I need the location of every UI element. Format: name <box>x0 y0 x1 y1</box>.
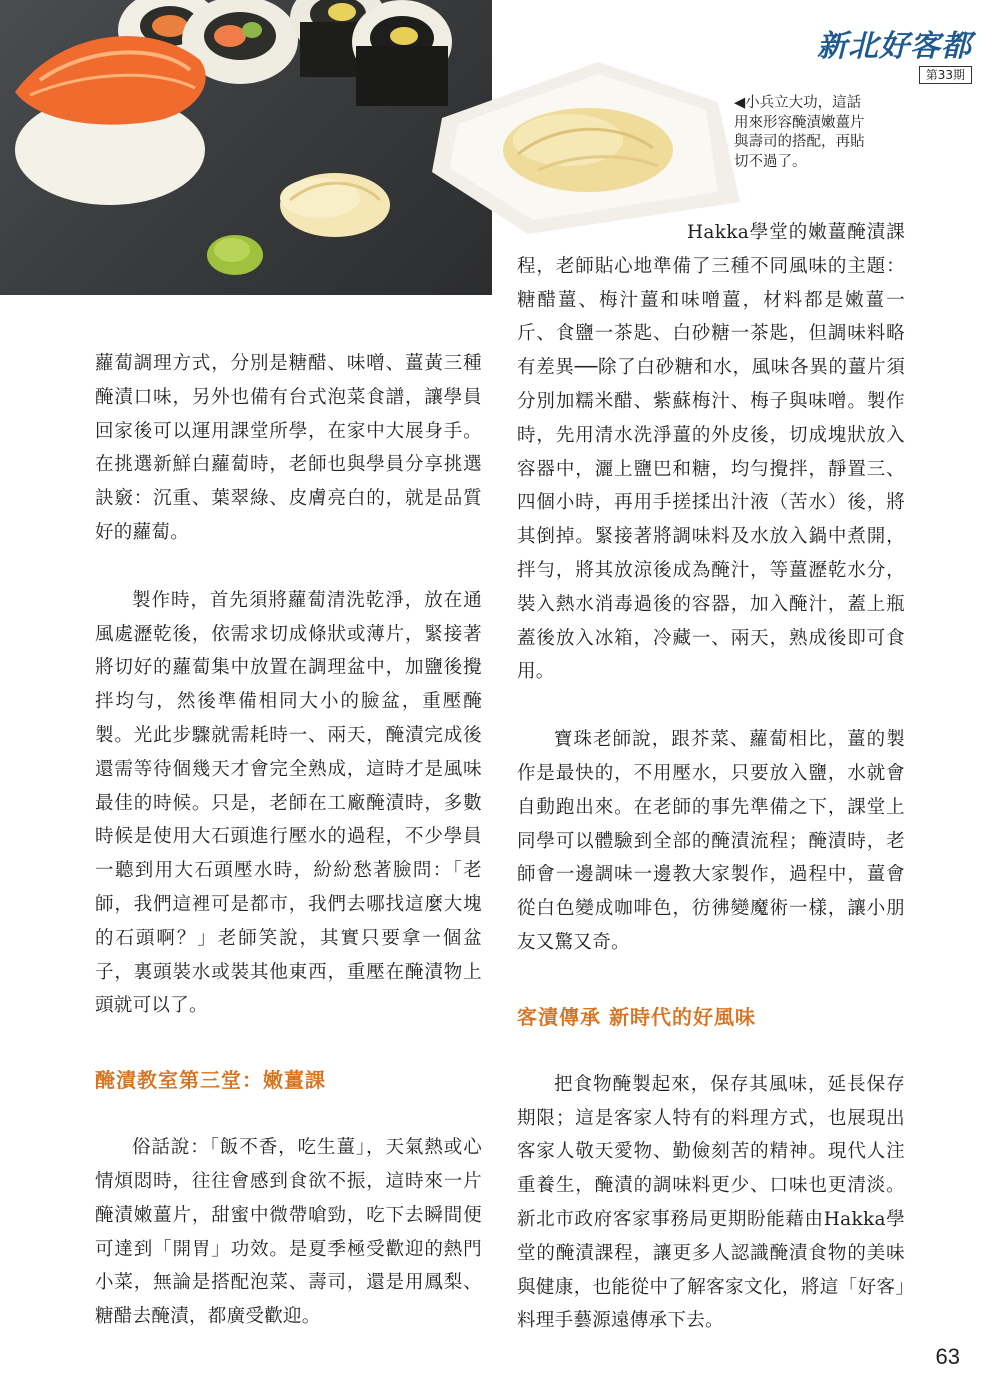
issue-number: 第33期 <box>919 66 972 84</box>
right-column <box>517 216 905 1338</box>
left-column <box>95 347 482 1334</box>
magazine-brand <box>817 30 972 84</box>
paragraph: Hakka學堂的嫩薑醃漬課程，老師貼心地準備了三種不同風味的主題：糖醋薑、梅汁薑和味噌薑，材料都是嫩薑一斤、食鹽一茶匙、白砂糖一茶匙，但調味料略有差異──除了白砂糖和水，風味各異的薑片須分別加糯米醋、紫蘇梅汁、梅子與味噌。製作時，先用清水洗淨薑的外皮後，切成塊狀放入容器中，灑上鹽巴和糖，均勻攪拌，靜置三、四個小時，再用手搓揉出汁液（苦水）後，將其倒掉。緊接著將調味料及水放入鍋中煮開，拌勻，將其放涼後成為醃汁，等薑瀝乾水分，裝入熱水消毒過後的容器，加入醃汁，蓋上瓶蓋後放入冰箱，冷藏一、兩天，熟成後即可食用。 <box>517 222 905 683</box>
brand-logo: 新北好客都 <box>817 29 972 64</box>
wasabi <box>207 235 263 275</box>
page-number: 63 <box>935 1344 960 1369</box>
salmon-nigiri <box>15 36 206 205</box>
section-heading: 醃漬教室第三堂：嫩薑課 <box>95 1068 326 1093</box>
photo-caption: ◀小兵立大功，這話用來形容醃漬嫩薑片與壽司的搭配，再貼切不過了。 <box>734 95 865 170</box>
paragraph: 俗話說：「飯不香，吃生薑」，天氣熱或心情煩悶時，往往會感到食欲不振，這時來一片醃漬嫩薑片，甜蜜中微帶嗆勁，吃下去瞬間便可達到「開胃」功效。是夏季極受歡迎的熱門小菜，無論是搭配泡菜、壽司，還是用鳳梨、糖醋去醃漬，都廣受歡迎。 <box>95 1137 482 1328</box>
paragraph: 把食物醃製起來，保存其風味，延長保存期限；這是客家人特有的料理方式，也展現出客家人敬天愛物、勤儉刻苦的精神。現代人注重養生，醃漬的調味料更少、口味也更清淡。新北市政府客家事務局更期盼能藉由Hakka學堂的醃漬課程，讓更多人認識醃漬食物的美味與健康，也能從中了解客家文化，將這「好客」料理手藝源遠傳承下去。 <box>517 1073 905 1332</box>
paragraph: 寶珠老師說，跟芥菜、蘿蔔相比，薑的製作是最快的，不用壓水，只要放入鹽，水就會自動跑出來。在老師的事先準備之下，課堂上同學可以體驗到全部的醃漬流程；醃漬時，老師會一邊調味一邊教大家製作，過程中，薑會從白色變成咖啡色，彷彿變魔術一樣，讓小朋友又驚又奇。 <box>517 729 905 953</box>
paragraph: 蘿蔔調理方式，分別是糖醋、味噌、薑黃三種醃漬口味，另外也備有台式泡菜食譜，讓學員回家後可以運用課堂所學，在家中大展身手。在挑選新鮮白蘿蔔時，老師也與學員分享挑選訣竅：沉重、葉翠綠、皮膚亮白的，就是品質好的蘿蔔。 <box>95 353 482 543</box>
section-heading: 客漬傳承 新時代的好風味 <box>517 1004 756 1029</box>
ginger-dish-photo <box>418 62 740 234</box>
ginger-slices <box>280 173 390 237</box>
paragraph: 製作時，首先須將蘿蔔清洗乾淨，放在通風處瀝乾後，依需求切成條狀或薄片，緊接著將切好的蘿蔔集中放置在調理盆中，加鹽後攪拌均勻，然後準備相同大小的臉盆，重壓醃製。光此步驟就需耗時一、兩天，醃漬完成後還需等待個幾天才會完全熟成，這時才是風味最佳的時候。只是，老師在工廠醃漬時，多數時候是使用大石頭進行壓水的過程，不少學員一聽到用大石頭壓水時，紛紛愁著臉問：「老師，我們這裡可是都市，我們去哪找這麼大塊的石頭啊？」老師笑說，其實只要拿一個盆子，裏頭裝水或裝其他東西，重壓在醃漬物上頭就可以了。 <box>95 589 482 1017</box>
